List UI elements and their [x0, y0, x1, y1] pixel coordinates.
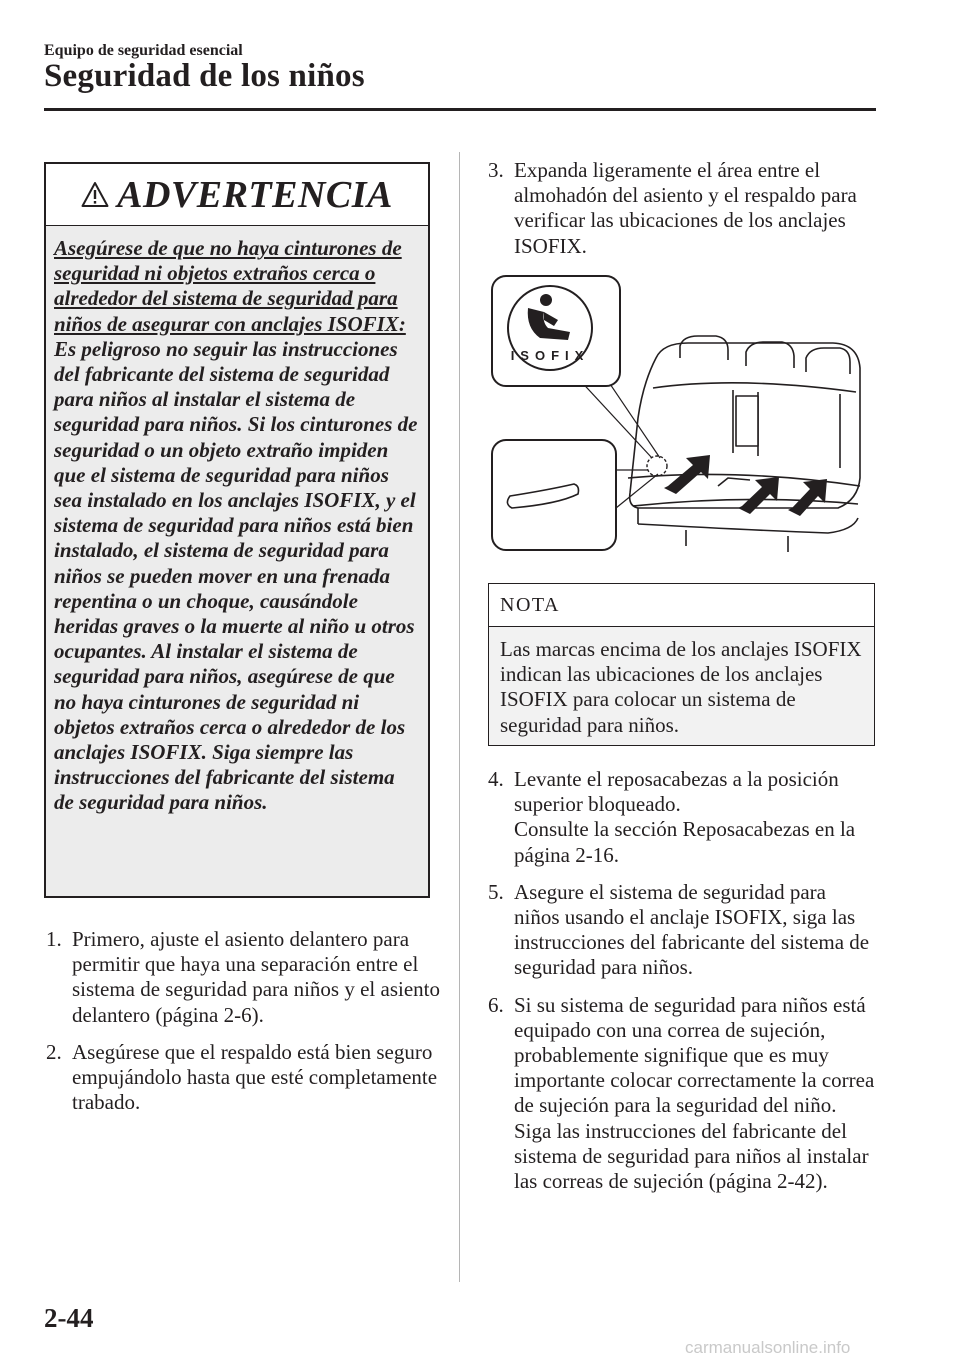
step-text: Expanda ligeramente el área entre el almohadón del asiento y el respaldo para verificar las ubicaciones de los anclajes ISOFIX.	[514, 158, 857, 258]
step-number: 2.	[46, 1039, 62, 1064]
warning-title: ADVERTENCIA	[117, 173, 393, 216]
page-title: Seguridad de los niños	[44, 58, 365, 94]
step-number: 3.	[488, 158, 504, 182]
isofix-badge-callout	[492, 276, 620, 386]
step-subtext: Consulte la sección Reposacabezas en la página 2-16.	[514, 817, 856, 867]
column-divider	[459, 152, 460, 1282]
watermark: carmanualsonline.info	[685, 1338, 851, 1357]
step-text: Asegure el sistema de seguridad para niños usando el anclaje ISOFIX, siga las instrucciones del fabricante del sistema de seguridad para niños.	[514, 879, 870, 980]
isofix-seat-illustration	[488, 268, 875, 568]
step-text: Asegúrese que el respaldo está bien seguro empujándolo hasta que esté completamente trabado.	[72, 1039, 438, 1115]
rear-seat-drawing	[628, 336, 860, 552]
isofix-badge-text: ISOFIX	[510, 348, 590, 363]
note-text: Las marcas encima de los anclajes ISOFIX indican las ubicaciones de los anclajes ISOFIX para colocar un sistema de seguridad para niños.	[500, 637, 862, 737]
step-number: 4.	[488, 767, 504, 791]
section-label: Equipo de seguridad esencial	[44, 42, 243, 59]
anchor-closeup-callout	[492, 440, 616, 550]
step-number: 6.	[488, 992, 504, 1017]
warning-body	[46, 226, 428, 816]
step-text: Primero, ajuste el asiento delantero para permitir que haya una separación entre el sistema de seguridad para niños y el asiento delantero (página 2-6).	[72, 927, 440, 1027]
warning-header	[46, 164, 428, 226]
warning-text: Es peligroso no seguir las instrucciones del fabricante del sistema de seguridad para niños al instalar el sistema de seguridad para niños. Si los cinturones de seguridad o un objeto extraño impiden que el sistema de seguridad para niños sea instalado en los anclajes ISOFIX, y el sistema de seguridad para niños está bien instalado, el sistema de seguridad para niños se pueden mover en una frenada repentina o un choque, causándole heridas graves o la muerte al niño u otros ocupantes. Al instalar el sistema de seguridad para niños, asegúrese de que no haya cinturones de seguridad ni objetos extraños cerca o alrededor de los anclajes ISOFIX. Siga siempre las instrucciones del fabricante del sistema de seguridad para niños.	[54, 336, 418, 815]
note-title: NOTA	[489, 584, 874, 627]
step-item	[46, 927, 446, 1028]
steps-list-left	[46, 927, 446, 1115]
step-text: Si su sistema de seguridad para niños está equipado con una correa de sujeción, probablemente signifique que es muy importante colocar correctamente la correa de sujeción para la seguridad del niño. Siga las instrucciones del fabricante del sistema de seguridad para niños al instalar las correas de sujeción (página 2-42).	[514, 992, 875, 1194]
step-item	[488, 993, 876, 1195]
warning-box	[44, 162, 430, 898]
header-rule	[44, 108, 876, 111]
step-number: 1.	[46, 927, 62, 951]
page-number: 2-44	[44, 1303, 94, 1333]
warning-underlined-text: Asegúrese de que no haya cinturones de seguridad ni objetos extraños cerca o alrededor del sistema de seguridad para niños de asegurar con anclajes ISOFIX:	[54, 236, 406, 336]
warning-triangle-icon	[81, 181, 109, 209]
steps-list-right	[488, 767, 876, 1194]
step-3	[488, 158, 876, 259]
step-item	[488, 880, 876, 981]
step-text: Levante el reposacabezas a la posición superior bloqueado.	[514, 767, 839, 817]
step-item	[488, 158, 876, 259]
step-item	[488, 767, 876, 868]
note-box	[488, 583, 875, 746]
step-number: 5.	[488, 879, 504, 904]
step-item	[46, 1040, 446, 1116]
